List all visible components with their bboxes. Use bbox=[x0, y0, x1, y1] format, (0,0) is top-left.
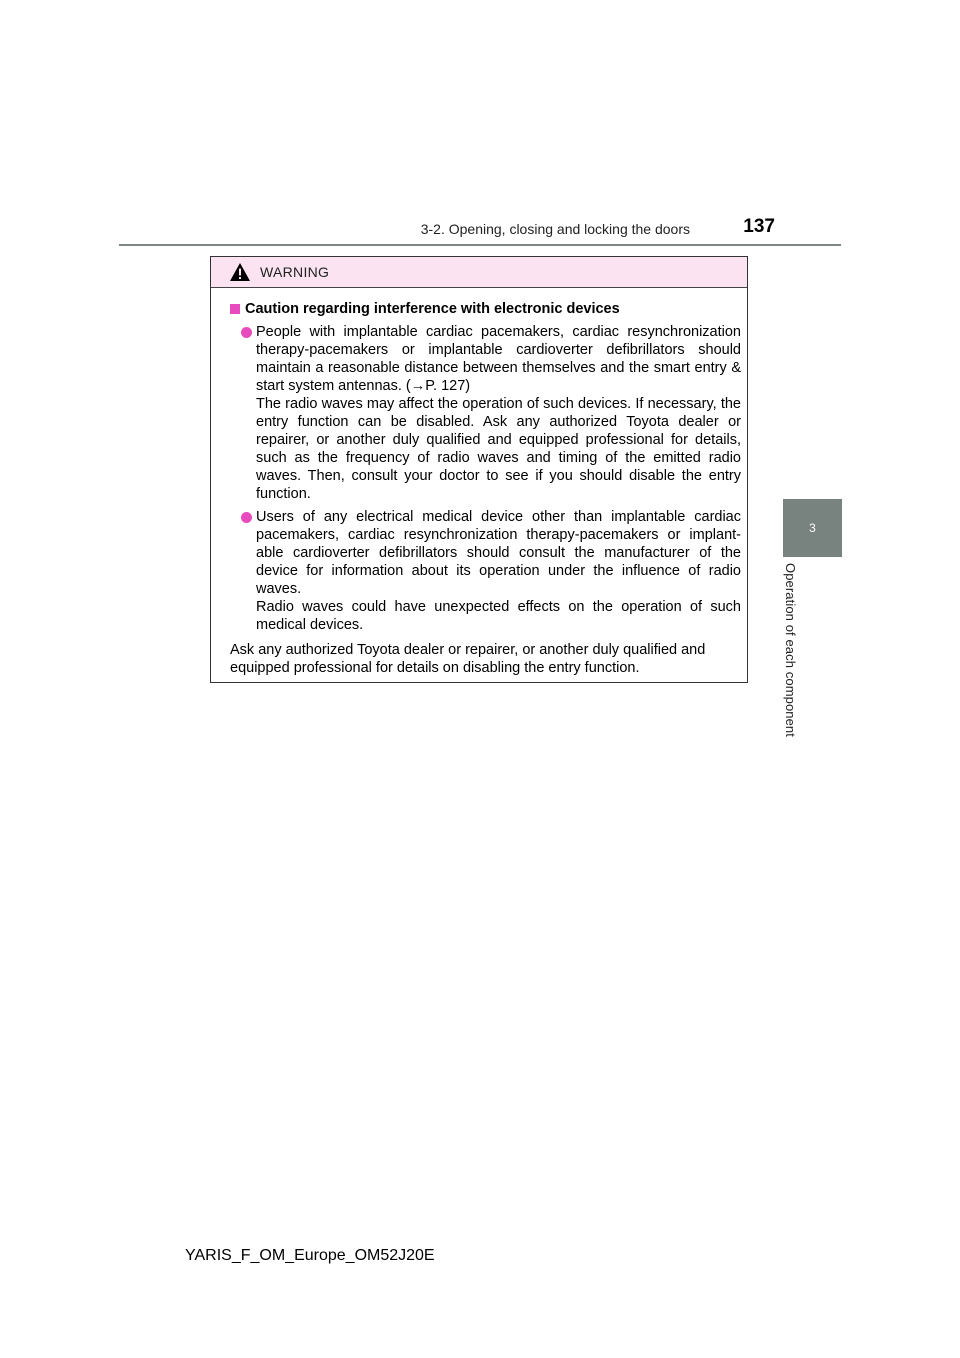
list-item bbox=[228, 323, 741, 503]
warning-body bbox=[211, 288, 747, 677]
header-divider bbox=[119, 244, 841, 246]
section-header: 3-2. Opening, closing and locking the doors bbox=[420, 221, 690, 237]
list-item-text bbox=[256, 508, 741, 634]
warning-header bbox=[211, 257, 747, 288]
square-bullet-icon bbox=[230, 304, 240, 314]
page-number: 137 bbox=[743, 216, 775, 237]
paragraph: People with implantable cardiac pacemakers, cardiac resynchronization therapy-pacemakers or implantable cardioverter defibrillators should maintain a reasonable distance between themselves and the smart entry & start system antennas. (→P. 127) bbox=[256, 324, 741, 394]
document-id: YARIS_F_OM_Europe_OM52J20E bbox=[185, 1247, 435, 1264]
chapter-title-wrap bbox=[783, 563, 811, 763]
circle-bullet-icon bbox=[241, 327, 252, 338]
chapter-number: 3 bbox=[809, 521, 816, 535]
chapter-tab[interactable] bbox=[783, 499, 842, 557]
list-item bbox=[228, 508, 741, 634]
list-item-text bbox=[256, 323, 741, 503]
paragraph: Users of any electrical medical device other than implantable cardiac pacemakers, cardiac resynchronization therapy-pacemakers or implant-able cardioverter defibrillators should consult the manufacturer of the device for information about its operation under the influence of radio waves. bbox=[256, 509, 741, 597]
chapter-title: Operation of each component bbox=[783, 563, 798, 737]
closing-paragraph: Ask any authorized Toyota dealer or repairer, or another duly qualified and equipped professional for details on disabling the entry function. bbox=[230, 642, 706, 676]
circle-bullet-icon bbox=[241, 512, 252, 523]
warning-title: WARNING bbox=[260, 264, 330, 280]
warning-triangle-icon bbox=[229, 262, 251, 282]
section-title-text: Caution regarding interference with electronic devices bbox=[245, 301, 620, 317]
paragraph: The radio waves may affect the operation of such devices. If necessary, the entry function can be disabled. Ask any authorized Toyota dealer or repairer, or another duly qualified and equipped professional for details, such as the frequency of radio waves and timing of the emitted radio waves. Then, consult your doctor to see if you should disable the entry function. bbox=[256, 396, 741, 502]
warning-box bbox=[210, 256, 748, 683]
paragraph: Radio waves could have unexpected effects on the operation of such medical devices. bbox=[256, 599, 741, 633]
section-title bbox=[228, 300, 741, 318]
